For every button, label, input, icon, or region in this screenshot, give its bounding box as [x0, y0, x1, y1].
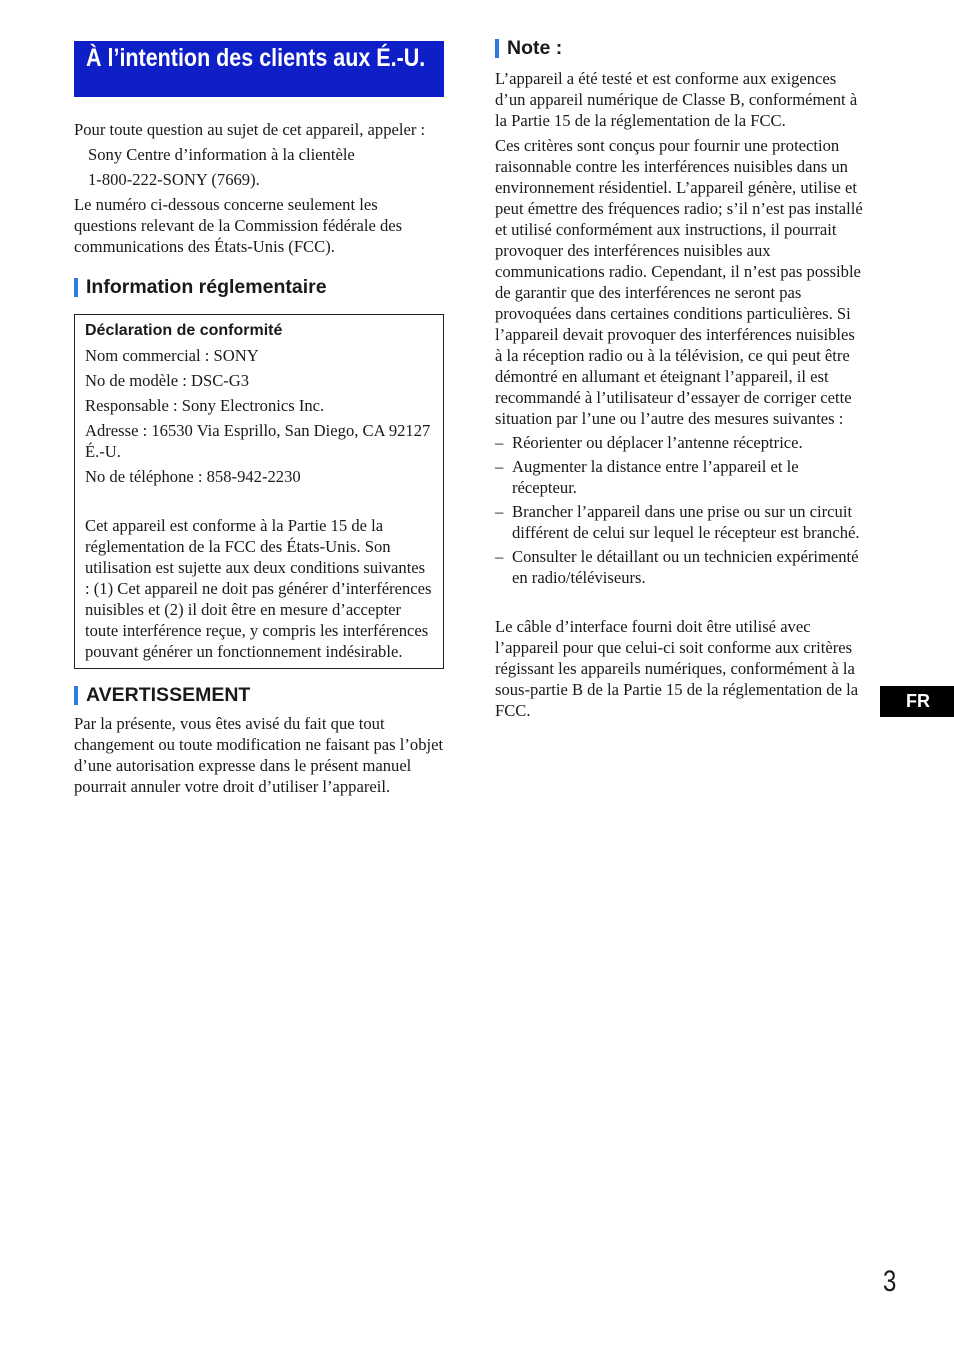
customer-center-line: Sony Centre d’information à la clientèle: [88, 145, 355, 164]
list-item: [495, 501, 863, 543]
page-number: 3: [883, 1265, 897, 1298]
intro-paragraph: Pour toute question au sujet de cet appareil, appeler :: [74, 120, 426, 139]
dash-bullet: –: [495, 457, 504, 476]
declaration-title: Déclaration de conformité: [85, 322, 283, 339]
list-item: [495, 432, 863, 453]
heading-bar-marker: [495, 39, 499, 58]
trade-name-line: Nom commercial : SONY: [85, 346, 259, 365]
dash-bullet: –: [495, 547, 504, 566]
list-item: [495, 546, 863, 588]
measures-list: [495, 432, 863, 588]
list-item-text: Réorienter ou déplacer l’antenne réceptrice.: [512, 433, 803, 452]
note-paragraph-2: Ces critères sont conçus pour fournir une protection raisonnable contre les interférences nuisibles dans un environnement résidentiel. L’appareil génère, utilise et peut émettre des fréquences radio; s’il n’est pas installé et utilisé conformément aux instructions, il pourrait provoquer des interférences nuisibles aux communications radio. Cependant, il n’est pas possible de garantir que des interférences ne seront pas provoquées dans certaines conditions particulières. Si l’appareil devait provoquer des interférences nuisibles à la réception radio ou à la télévision, ce qui peut être démontré en allumant et éteignant l’appareil, il est recommandé à l’utilisateur d’essayer de corriger cette situation par l’une ou l’autre des mesures suivantes :: [495, 136, 863, 428]
warning-heading: [74, 683, 444, 707]
dash-bullet: –: [495, 433, 504, 452]
compliance-paragraph: Cet appareil est conforme à la Partie 15 de la réglementation de la FCC des États-Unis. Son utilisation est sujette aux deux conditions suivantes : (1) Cet appareil ne doit pas générer d’interférences nuisibles et (2) il doit être en mesure d’accepter toute interférence reçue, y compris les interférences pouvant générer un fonctionnement indésirable.: [85, 516, 432, 661]
model-line: No de modèle : DSC-G3: [85, 371, 250, 390]
section-title-banner: [74, 41, 444, 97]
note-paragraph-1: L’appareil a été testé et est conforme aux exigences d’un appareil numérique de Classe B, conformément à la Partie 15 de la réglementation de la FCC.: [495, 69, 858, 130]
interface-cable-paragraph: Le câble d’interface fourni doit être utilisé avec l’appareil pour que celui-ci soit conforme aux critères régissant les appareils numériques, conformément à la sous-partie B de la Partie 15 de la réglementation de la FCC.: [495, 617, 859, 720]
left-column: [74, 41, 444, 797]
page-title: À l’intention des clients aux É.-U.: [86, 44, 426, 72]
warning-paragraph: Par la présente, vous êtes avisé du fait que tout changement ou toute modification ne faisant pas l’objet d’une autorisation expresse dans le présent manuel pourrait annuler votre droit d’utiliser l’appareil.: [74, 714, 444, 796]
heading-bar-marker: [74, 686, 78, 705]
regulatory-heading-text: Information réglementaire: [86, 276, 327, 298]
note-heading: [495, 36, 863, 60]
language-tab-label: FR: [906, 691, 930, 711]
language-tab: [880, 686, 954, 717]
heading-bar-marker: [74, 278, 78, 297]
telephone-line: No de téléphone : 858-942-2230: [85, 467, 301, 486]
list-item-text: Consulter le détaillant ou un technicien expérimenté en radio/téléviseurs.: [512, 547, 859, 587]
declaration-box: [74, 314, 444, 669]
regulatory-heading: [74, 275, 444, 299]
address-line: Adresse : 16530 Via Esprillo, San Diego, CA 92127 É.-U.: [85, 421, 431, 461]
right-column: [495, 36, 863, 721]
note-heading-text: Note :: [507, 37, 563, 59]
customer-phone-line: 1-800-222-SONY (7669).: [88, 170, 260, 189]
list-item: [495, 456, 863, 498]
dash-bullet: –: [495, 502, 504, 521]
fcc-note-paragraph: Le numéro ci-dessous concerne seulement les questions relevant de la Commission fédérale des communications des États-Unis (FCC).: [74, 195, 403, 256]
list-item-text: Brancher l’appareil dans une prise ou sur un circuit différent de celui sur lequel le récepteur est branché.: [512, 502, 860, 542]
responsible-line: Responsable : Sony Electronics Inc.: [85, 396, 325, 415]
warning-heading-text: AVERTISSEMENT: [86, 684, 251, 706]
list-item-text: Augmenter la distance entre l’appareil et le récepteur.: [512, 457, 799, 497]
